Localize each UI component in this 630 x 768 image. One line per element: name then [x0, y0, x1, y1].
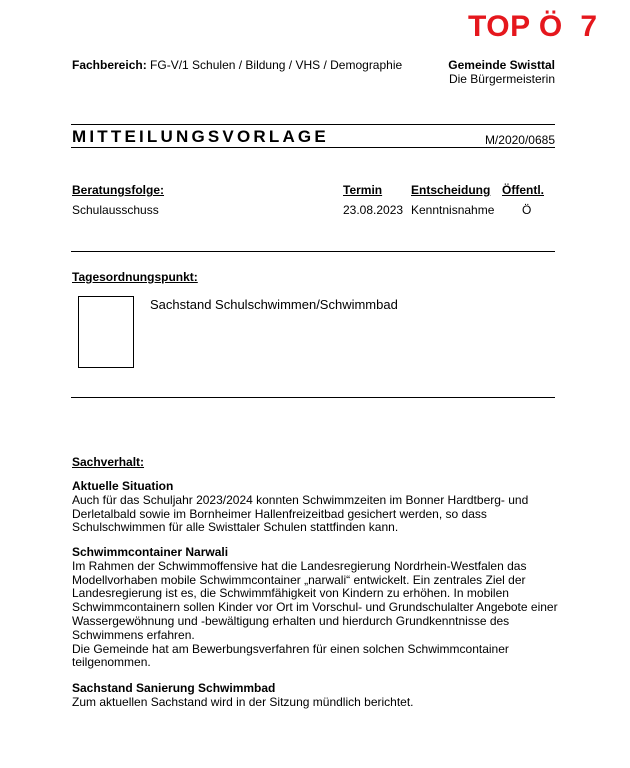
divider-top	[71, 124, 555, 125]
section-line: Derletalbald sowie im Bornheimer Hallenfreizeitbad gesichert werden, so dass	[72, 506, 487, 521]
divider-beratung	[71, 251, 555, 252]
section-line: Zum aktuellen Sachstand wird in der Sitzung mündlich berichtet.	[72, 694, 414, 709]
section-aktuelle-situation	[72, 480, 562, 535]
section-heading: Aktuelle Situation	[72, 479, 174, 493]
section-line: Wassergewöhnung und -bewältigung erhalten und hierdurch Grundkenntnisse des	[72, 613, 510, 628]
fachbereich	[72, 58, 402, 72]
section-line: Die Gemeinde hat am Bewerbungsverfahren für einen solchen Schwimmcontainer	[72, 641, 509, 656]
section-line: Modellvorhaben mobile Schwimmcontainer „narwali“ entwickelt. Ein zentrales Ziel der	[72, 572, 526, 587]
section-heading: Sachstand Sanierung Schwimmbad	[72, 681, 276, 695]
section-line: Auch für das Schuljahr 2023/2024 konnten Schwimmzeiten im Bonner Hardtberg- und	[72, 492, 529, 507]
section-line: Schwimmcontainern sollen Kinder vor Ort im Vorschul- und Grundschulalter Angebote einer	[72, 600, 558, 615]
section-line: Landesregierung ist es, die Schwimmfähigkeit von Kindern zu erhöhen. In mobilen	[72, 586, 509, 601]
section-heading: Schwimmcontainer Narwali	[72, 545, 229, 559]
tagesordnung-box	[78, 296, 134, 368]
section-line: Schulschwimmen für alle Swisttaler Schulen stattfinden kann.	[72, 520, 399, 535]
section-line: teilgenommen.	[72, 655, 151, 670]
top-marker: TOP Ö 7	[468, 10, 598, 43]
divider-title	[71, 147, 555, 148]
tagesordnung-label: Tagesordnungspunkt:	[72, 270, 198, 284]
gemeinde-name: Gemeinde Swisttal	[448, 58, 555, 72]
header-termin: Termin	[343, 183, 383, 197]
divider-tagesordnung	[71, 397, 555, 398]
fachbereich-label: Fachbereich:	[72, 58, 147, 72]
section-schwimmcontainer	[72, 546, 562, 670]
section-line: Schwimmens erfahren.	[72, 627, 195, 642]
gemeinde-block	[448, 58, 555, 86]
header-beratungsfolge: Beratungsfolge:	[72, 183, 165, 197]
buergermeisterin: Die Bürgermeisterin	[448, 72, 555, 86]
section-sanierung	[72, 682, 562, 710]
section-line: Im Rahmen der Schwimmoffensive hat die Landesregierung Nordrhein-Westfalen das	[72, 558, 527, 573]
header-oeffentlich: Öffentl.	[502, 183, 544, 197]
document-number: M/2020/0685	[484, 133, 555, 147]
row-entscheidung: Kenntnisnahme	[411, 203, 495, 217]
row-gremium: Schulausschuss	[72, 203, 159, 217]
fachbereich-value: FG-V/1 Schulen / Bildung / VHS / Demographie	[150, 58, 403, 72]
document-title: MITTEILUNGSVORLAGE	[72, 127, 329, 146]
row-termin: 23.08.2023	[343, 203, 404, 217]
header-entscheidung: Entscheidung	[411, 183, 491, 197]
sachverhalt-label: Sachverhalt:	[72, 455, 145, 469]
row-oeffentlich: Ö	[522, 203, 532, 217]
tagesordnung-text: Sachstand Schulschwimmen/Schwimmbad	[150, 297, 398, 312]
